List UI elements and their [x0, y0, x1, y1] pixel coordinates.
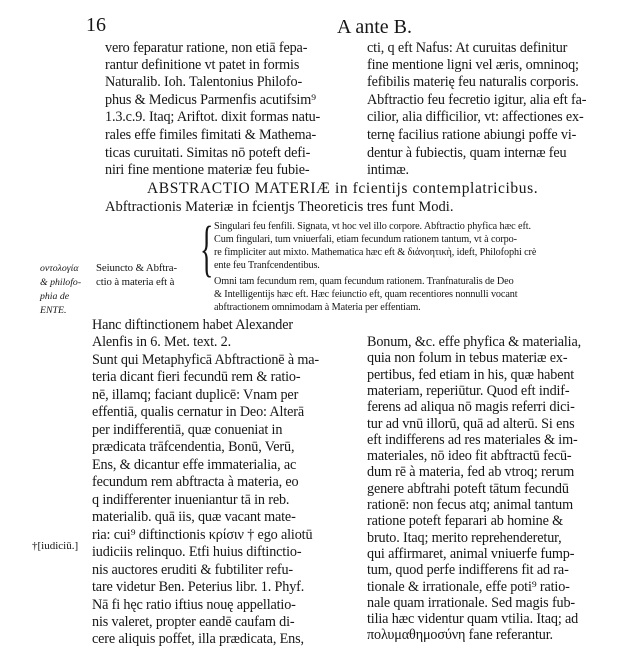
text-line: Ens, & dicantur effe immaterialia, ac [92, 457, 297, 473]
text-line: tilia hæc videntur quam vtilia. Itaq; ad [367, 611, 579, 628]
text-line: Sunt qui Metaphyficā Abftractionē à ma- [92, 352, 319, 368]
text-line: Naturalib. Ioh. Talentonius Philofo- [105, 74, 303, 90]
text-line: niri fine mentione materiæ feu fubie- [105, 162, 310, 178]
section-heading: ABSTRACTIO MATERIÆ in fcientijs contemplatricibus. [147, 180, 539, 197]
text-line: rales effe fimiles fimitati & Mathema- [105, 127, 317, 143]
text-line: nale quam irrationale. Sed magis fub- [367, 594, 575, 611]
text-line: qui affirmaret, animal vniuerfe fump- [367, 545, 575, 562]
text-line: ticas curuitati. Simitas nō poteft defi- [105, 145, 311, 161]
text-line: cti, q eft Nafus: At curuitas definitur [367, 40, 568, 56]
text-line: effentiā, qualis cernatur in Deo: Alterā [92, 404, 304, 420]
margin-note-line: phia de [40, 291, 70, 302]
margin-note-dagger: †[iudiciū.] [32, 540, 79, 552]
margin-note-line: & philofo- [40, 277, 82, 288]
text-line: genere abftrahi poteft tātum fecundū [367, 480, 569, 497]
text-line: nis auctores eruditi & fubtiliter refu- [92, 562, 293, 578]
text-line: vero feparatur ratione, non etiā fepa- [105, 40, 308, 56]
text-line: ferens ad aliqua nō magis referri dici- [367, 399, 575, 416]
table-entry: abftractionem omnimodam à Materia per effentiam. [214, 302, 421, 313]
text-line: rationē: non fecus atq; animal tantum [367, 497, 574, 513]
text-line: teria dicant fieri fecundū rem & ratio- [92, 369, 301, 385]
running-head: A ante B. [337, 16, 412, 38]
text-line: Abftractio feu fecretio igitur, alia eft fa- [367, 92, 587, 108]
text-line: fefibilis materię feu naturalis corporis. [367, 74, 579, 90]
page-number: 16 [86, 14, 106, 36]
margin-note-line: οντολογία [40, 263, 79, 274]
text-line: Bonum, &c. effe phyfica & materialia, [367, 334, 582, 350]
text-line: prædicata trāfcendentia, Bonū, Verū, [92, 439, 295, 455]
text-line: cere aliquis poffet, illa prædicata, Ens, [92, 631, 304, 647]
text-line: nis valeret, propter eandē caufam di- [92, 614, 295, 630]
text-line: fecundum rem abftracta à materia, eo [92, 474, 299, 490]
text-line: Hanc diftinctionem habet Alexander [92, 317, 293, 333]
table-entry: re fimpliciter aut mixto. Mathematica hæc eft & διἀνοητικὴ, ideft, Philofophi crè [214, 247, 537, 258]
table-label: Seiuncto & Abftra- [96, 262, 177, 274]
text-line: tur ad vnū illorū, quā ad alterū. Si ens [367, 415, 575, 432]
text-line: materiales, nō ideo fit abftractū fecū- [367, 448, 572, 465]
text-line: quia non folum in tebus materiæ ex- [367, 350, 568, 367]
text-line: rantur definitione vt patet in formis [105, 57, 300, 73]
text-line: q indifferenter inueniantur tā in reb. [92, 492, 290, 508]
text-line: tionale & irrationale, effe poti⁹ ratio- [367, 578, 570, 595]
text-line: intimæ. [367, 162, 409, 178]
text-line: phus & Medicus Parmenfis acutifsim⁹ [105, 92, 316, 108]
text-line: ratione poteft feparari ab homine & [367, 513, 564, 530]
table-label: ctio à materia eft à [96, 276, 175, 288]
text-line: tare videtur Ben. Peterius libr. 1. Phyf. [92, 579, 305, 595]
text-line: iudiciis relinquo. Etfi huius diftinctio- [92, 544, 302, 560]
text-line: Alenfis in 6. Met. text. 2. [92, 334, 231, 350]
text-line: ria: cui⁹ diftinctionis κρίσιν † ego aliotū [92, 527, 313, 543]
text-line: dum rē à materia, fed ab vtroq; rerum [367, 464, 575, 481]
table-entry: Omni tam fecundum rem, quam fecundum rationem. Tranfnaturalis de Deo [214, 276, 514, 287]
text-line: bruto. Itaq; merito reprehenderetur, [367, 529, 562, 546]
text-line: pertibus, fed etiam in his, quæ habent [367, 366, 575, 383]
table-entry: & Intelligentijs hæc eft. Hæc feiunctio eft, quam recentiores nonnulli vocant [214, 289, 518, 300]
text-line: πολυμαθημοσύνη fane referantur. [367, 627, 553, 644]
margin-note-line: ENTE. [40, 305, 67, 316]
text-line: nē, illamq; faciant duplicē: Vnam per [92, 387, 299, 403]
text-line: tum, quod perfe indifferens fit ad ra- [367, 562, 569, 579]
text-line: dentur à fubiectis, quam internæ feu [367, 145, 567, 161]
table-entry: Singulari feu fenfili. Signata, vt hoc vel illo corpore. Abftractio phyfica hæc eft. [214, 221, 531, 232]
table-entry: Cum fingulari, tum vniuerfali, etiam fecundum rationem tantum, vt à corpo- [214, 234, 517, 245]
text-line: materialib. quā iis, quæ vacant mate- [92, 509, 296, 525]
text-line: 1.3.c.9. Itaq; Ariftot. dixit formas natu- [105, 109, 321, 125]
table-entry: ente feu Tranfcendentibus. [214, 260, 320, 271]
text-line: materiam, reperiūtur. Quod eft indif- [367, 382, 570, 399]
text-line: ternę facilius ratione abiungi poffe vi- [367, 127, 577, 143]
text-line: eft indifferens ad res materiales & im- [367, 431, 578, 448]
outer-brace: { [200, 215, 214, 283]
text-line: Nā fi hęc ratio iftius nouę appellatio- [92, 597, 296, 613]
text-line: fine mentione ligni vel æris, omninoq; [367, 57, 579, 73]
text-line: cilior, alia difficilior, vt: affectiones ex- [367, 109, 584, 125]
text-line: per indifferentiā, quæ conueniat in [92, 422, 283, 438]
section-subheading: Abftractionis Materiæ in fcientjs Theoreticis tres funt Modi. [105, 199, 454, 215]
